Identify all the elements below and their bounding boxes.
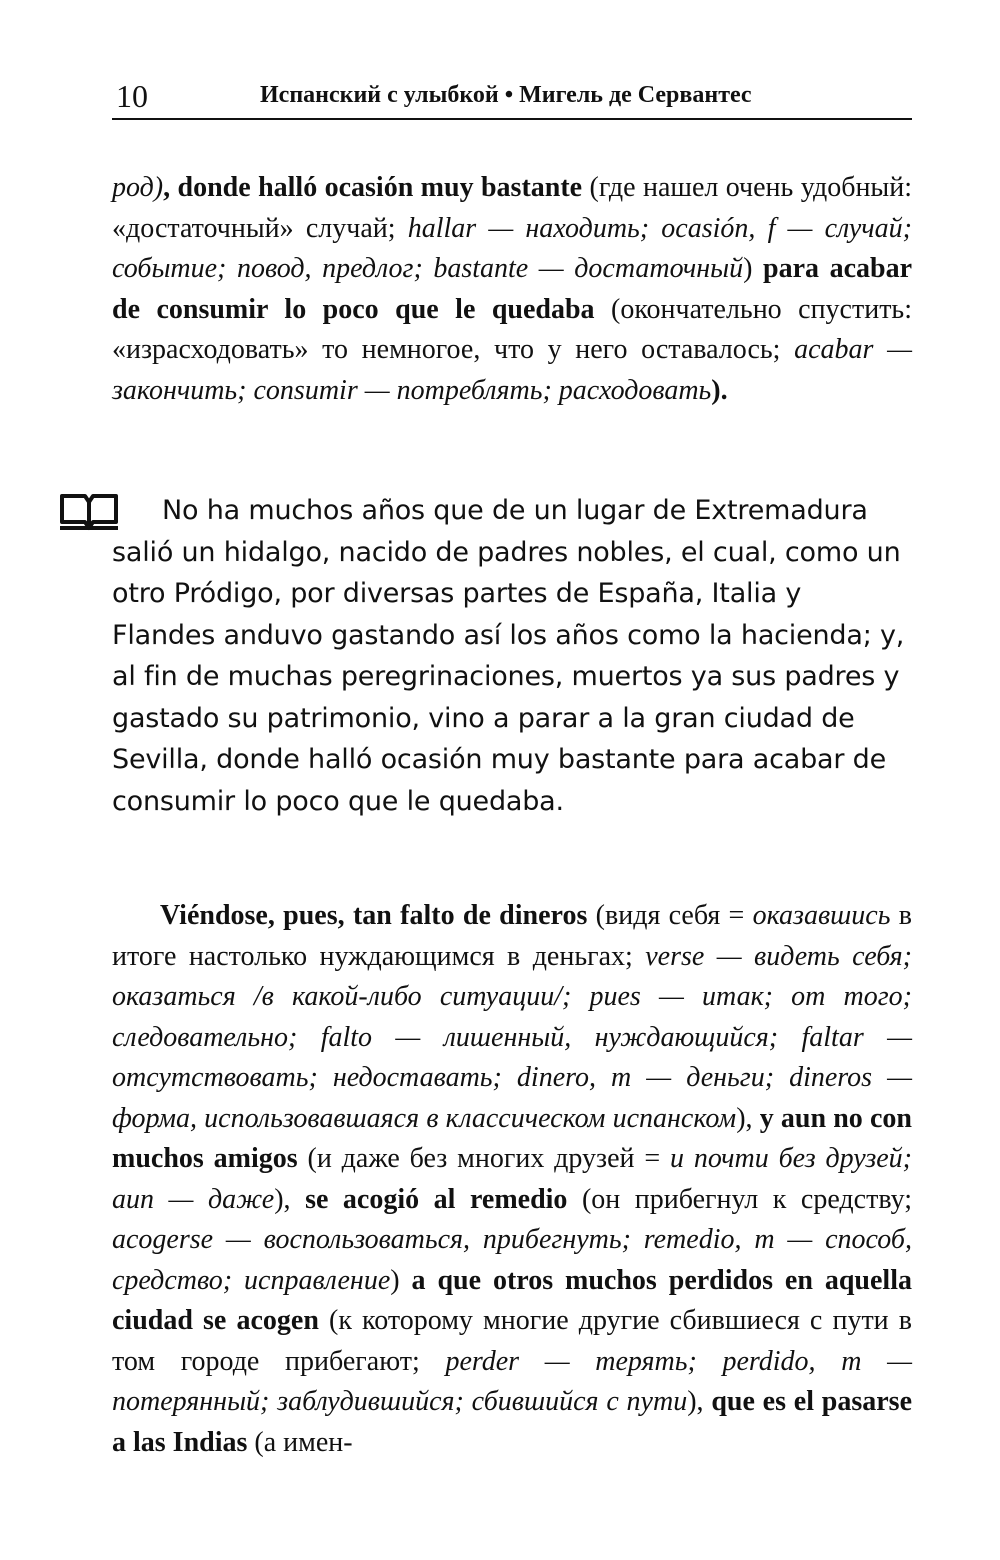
gloss-paragraph-top <box>112 168 912 411</box>
gloss-bottom-segment: (а имен- <box>247 1426 353 1458</box>
spanish-original-text: No ha muchos años que de un lugar de Extremadura salió un hidalgo, nacido de padres nobles, el cual, como un otro Pródigo, por diversas partes de España, Italia y Flandes anduvo gastando así los años como la hacienda; y, al fin de muchas peregrinaciones, muertos ya sus padres y gastado su patrimonio, vino a parar a la gran ciudad de Sevilla, donde halló ocasión muy bastante para acabar de consumir lo poco que le quedaba. <box>112 495 905 817</box>
gloss-bottom-segment: a que otros muchos perdidos en aquella ciudad se acogen <box>112 1264 912 1336</box>
gloss-bottom-segment: (он прибегнул к средству; <box>567 1183 912 1215</box>
gloss-paragraph-bottom <box>112 896 912 1463</box>
gloss-bottom-segment: ) <box>390 1264 412 1296</box>
book-title-header: Испанский с улыбкой • Мигель де Сервантес <box>260 82 752 108</box>
gloss-bottom-segment: и почти без друзей; aun — даже <box>112 1143 913 1215</box>
gloss-bottom-segment: verse — видеть себя; оказаться /в какой-либо ситуации/; pues — итак; от того; следовательно; falto — лишенный, нуждающийся; faltar — отсутствовать; недоставать; dinero, m — деньги; dineros — форма, использовавшаяся в классическом испанском <box>112 940 912 1134</box>
gloss-bottom-segment: ), <box>736 1102 760 1134</box>
gloss-bottom-segment: perder — терять; perdido, m — потерянный; заблудившийся; сбившийся с пути <box>112 1345 912 1417</box>
gloss-bottom-segment: в итоге настолько нуждающимся в деньгах; <box>112 900 912 972</box>
gloss-bottom-segment: y aun no con muchos amigos <box>112 1102 912 1174</box>
gloss-bottom-segment: se acogió al remedio <box>305 1183 568 1215</box>
gloss-top-segment: (где нашел очень удобный: «достаточный» случай; <box>112 172 913 244</box>
gloss-bottom-segment: ), <box>274 1183 306 1215</box>
gloss-top-segment: para acabar de consumir lo poco que le quedaba <box>112 253 912 325</box>
gloss-top-segment: род) <box>112 172 164 203</box>
gloss-bottom-segment: (к которому многие другие сбившиеся с пути в том городе прибегают; <box>112 1305 912 1377</box>
gloss-top-segment: ) <box>743 253 763 284</box>
gloss-top-segment: ). <box>711 374 728 406</box>
gloss-top-segment: (окончательно спустить: «израсходовать» то немногое, что у него оставалось; <box>112 293 912 365</box>
gloss-top-segment: acabar — закончить; consumir — потреблять; расходовать <box>112 334 912 406</box>
gloss-bottom-segment: оказавшись <box>752 900 891 931</box>
gloss-top-segment: hallar — находить; ocasión, f — случай; событие; повод, предлог; bastante — достаточный <box>112 212 912 284</box>
gloss-bottom-segment: acogerse — воспользоваться, прибегнуть; remedio, m — способ, средство; исправление <box>112 1224 912 1296</box>
gloss-bottom-segment: ), <box>687 1386 712 1417</box>
gloss-bottom-segment: (и даже без многих друзей = <box>297 1143 671 1174</box>
gloss-bottom-segment: Viéndose, pues, tan falto de dineros <box>160 900 588 931</box>
open-book-icon <box>58 492 120 532</box>
gloss-top-segment: , donde halló ocasión muy bastante <box>163 172 583 203</box>
gloss-bottom-segment: que es el pasarse a las Indias <box>112 1386 913 1458</box>
page-number: 10 <box>116 78 148 114</box>
running-header <box>112 78 912 120</box>
gloss-bottom-segment: (видя себя = <box>587 900 753 931</box>
